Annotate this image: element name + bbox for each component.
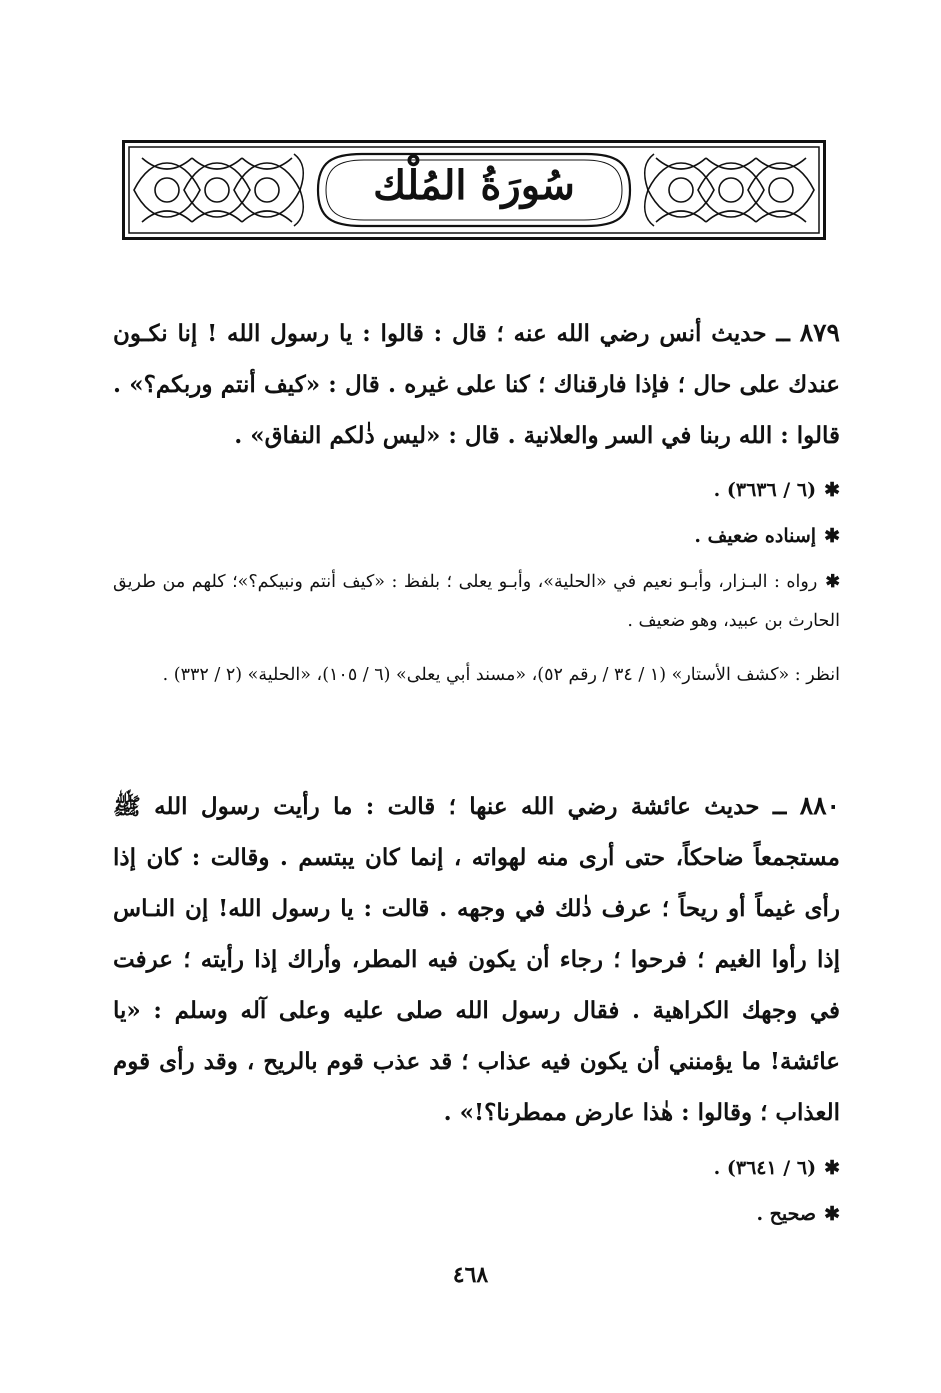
- bullet-star-icon: ✱: [824, 1157, 840, 1179]
- hadith-879-text: [113, 307, 840, 461]
- page-number: ٤٦٨: [452, 1262, 489, 1288]
- bullet-star-icon: ✱: [824, 1203, 840, 1225]
- hadith-879-body: ــ حديث أنس رضي الله عنه ؛ قال : قالوا : يا رسول الله ! إنا نكـون عندك على حال ؛ فإذا فارقناك ؛ كنا على غيره . قال : «كيف أنتم وربكم؟» . قالوا : الله ربنا في السر والعلانية . قال : «ليس ذٰلكم النفاق» .: [113, 320, 840, 449]
- hadith-880-number: ٨٨٠: [799, 791, 840, 820]
- hadith-879-reference-line: [113, 468, 900, 512]
- hadith-879-grade: إسناده ضعيف .: [694, 525, 817, 547]
- hadith-879-note-2: [113, 656, 840, 695]
- hadith-880-body: ــ حديث عائشة رضي الله عنها ؛ قالت : ما رأيت رسول الله ﷺ مستجمعاً ضاحكاً، حتى أرى منه لهواته ، إنما كان يبتسم . وقالت : كان إذا رأى غيماً أو ريحاً ؛ عرف ذٰلك في وجهه . قالت : يا رسول الله! إن النـاس إذا رأوا الغيم ؛ فرحوا ؛ رجاء أن يكون فيه المطر، وأراك إذا رأيته ؛ عرفت في وجهك الكراهية . فقال رسول الله صلى عليه وعلى آله وسلم : «يا عائشة! ما يؤمنني أن يكون فيه عذاب ؛ قد عذب قوم بالريح ، وقد رأى قوم العذاب ؛ وقالوا : هٰذا عارض ممطرنا؟!» .: [113, 793, 840, 1126]
- bullet-star-icon: ✱: [824, 479, 840, 501]
- surah-header-banner: [122, 140, 826, 240]
- hadith-880-grade-line: [113, 1192, 900, 1236]
- bullet-star-icon: ✱: [825, 572, 840, 592]
- hadith-879-note-2-text: انظر : «كشف الأستار» (١ / ٣٤ / رقم ٥٢)، «مسند أبي يعلى» (٦ / ١٠٥)، «الحلية» (٢ / ٣٣٢) .: [162, 665, 840, 685]
- hadith-879-note-1: [113, 563, 840, 641]
- bullet-star-icon: ✱: [824, 525, 840, 547]
- hadith-880-reference: (٦ / ٣٦٤١) .: [713, 1157, 817, 1179]
- hadith-880-grade: صحيح .: [756, 1203, 817, 1225]
- hadith-879-reference: (٦ / ٣٦٣٦) .: [713, 479, 817, 501]
- hadith-879-number: ٨٧٩: [799, 318, 840, 347]
- hadith-880-text: [113, 780, 840, 1138]
- hadith-880-reference-line: [113, 1146, 900, 1190]
- hadith-879-grade-line: [113, 514, 900, 558]
- surah-title: سُورَةُ المُلْك: [373, 162, 575, 209]
- hadith-879-note-1-text: رواه : البـزار، وأبـو نعيم في «الحلية»، وأبـو يعلى ؛ بلفظ : «كيف أنتم ونبيكم؟»؛ كلهم من طريق الحارث بن عبيد، وهو ضعيف .: [113, 572, 840, 631]
